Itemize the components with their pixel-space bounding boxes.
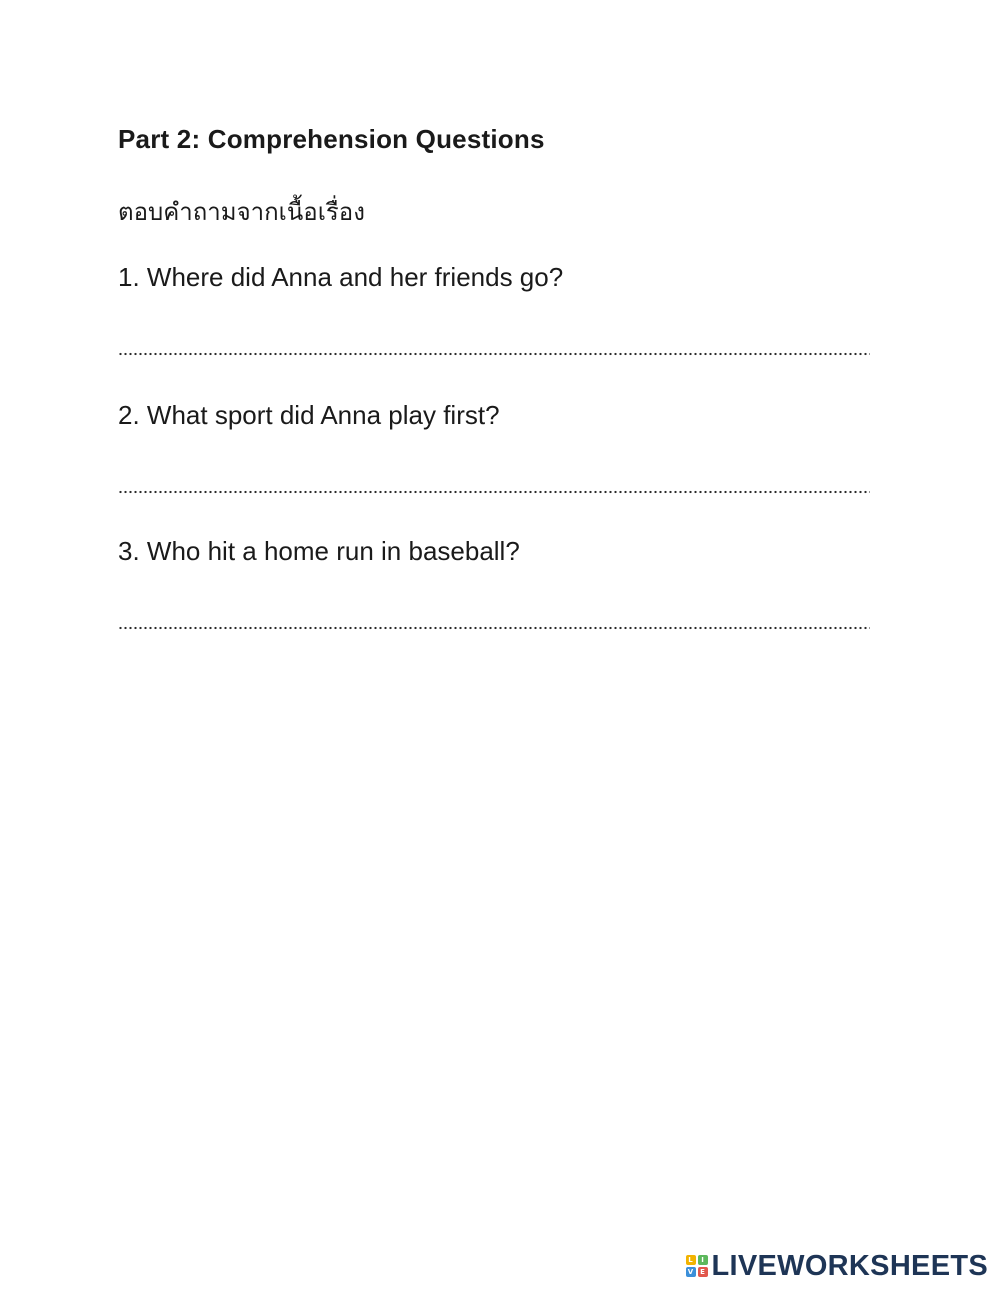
- liveworksheets-logo: [686, 1249, 989, 1282]
- question-1: 1. Where did Anna and her friends go?: [118, 262, 564, 292]
- logo-square-4: E: [698, 1267, 708, 1277]
- instruction-text: ตอบคำถามจากเนื้อเรื่อง: [118, 198, 365, 226]
- answer-line-3[interactable]: [118, 626, 870, 630]
- logo-square-2: I: [698, 1255, 708, 1265]
- logo-square-3: V: [686, 1267, 696, 1277]
- question-2: 2. What sport did Anna play first?: [118, 400, 500, 430]
- answer-line-1[interactable]: [118, 352, 870, 356]
- brand-name: LIVEWORKSHEETS: [711, 1249, 988, 1282]
- section-title: Part 2: Comprehension Questions: [118, 124, 545, 154]
- logo-icon: [686, 1255, 708, 1277]
- answer-line-2[interactable]: [118, 490, 870, 494]
- logo-square-1: L: [686, 1255, 696, 1265]
- question-3: 3. Who hit a home run in baseball?: [118, 536, 520, 566]
